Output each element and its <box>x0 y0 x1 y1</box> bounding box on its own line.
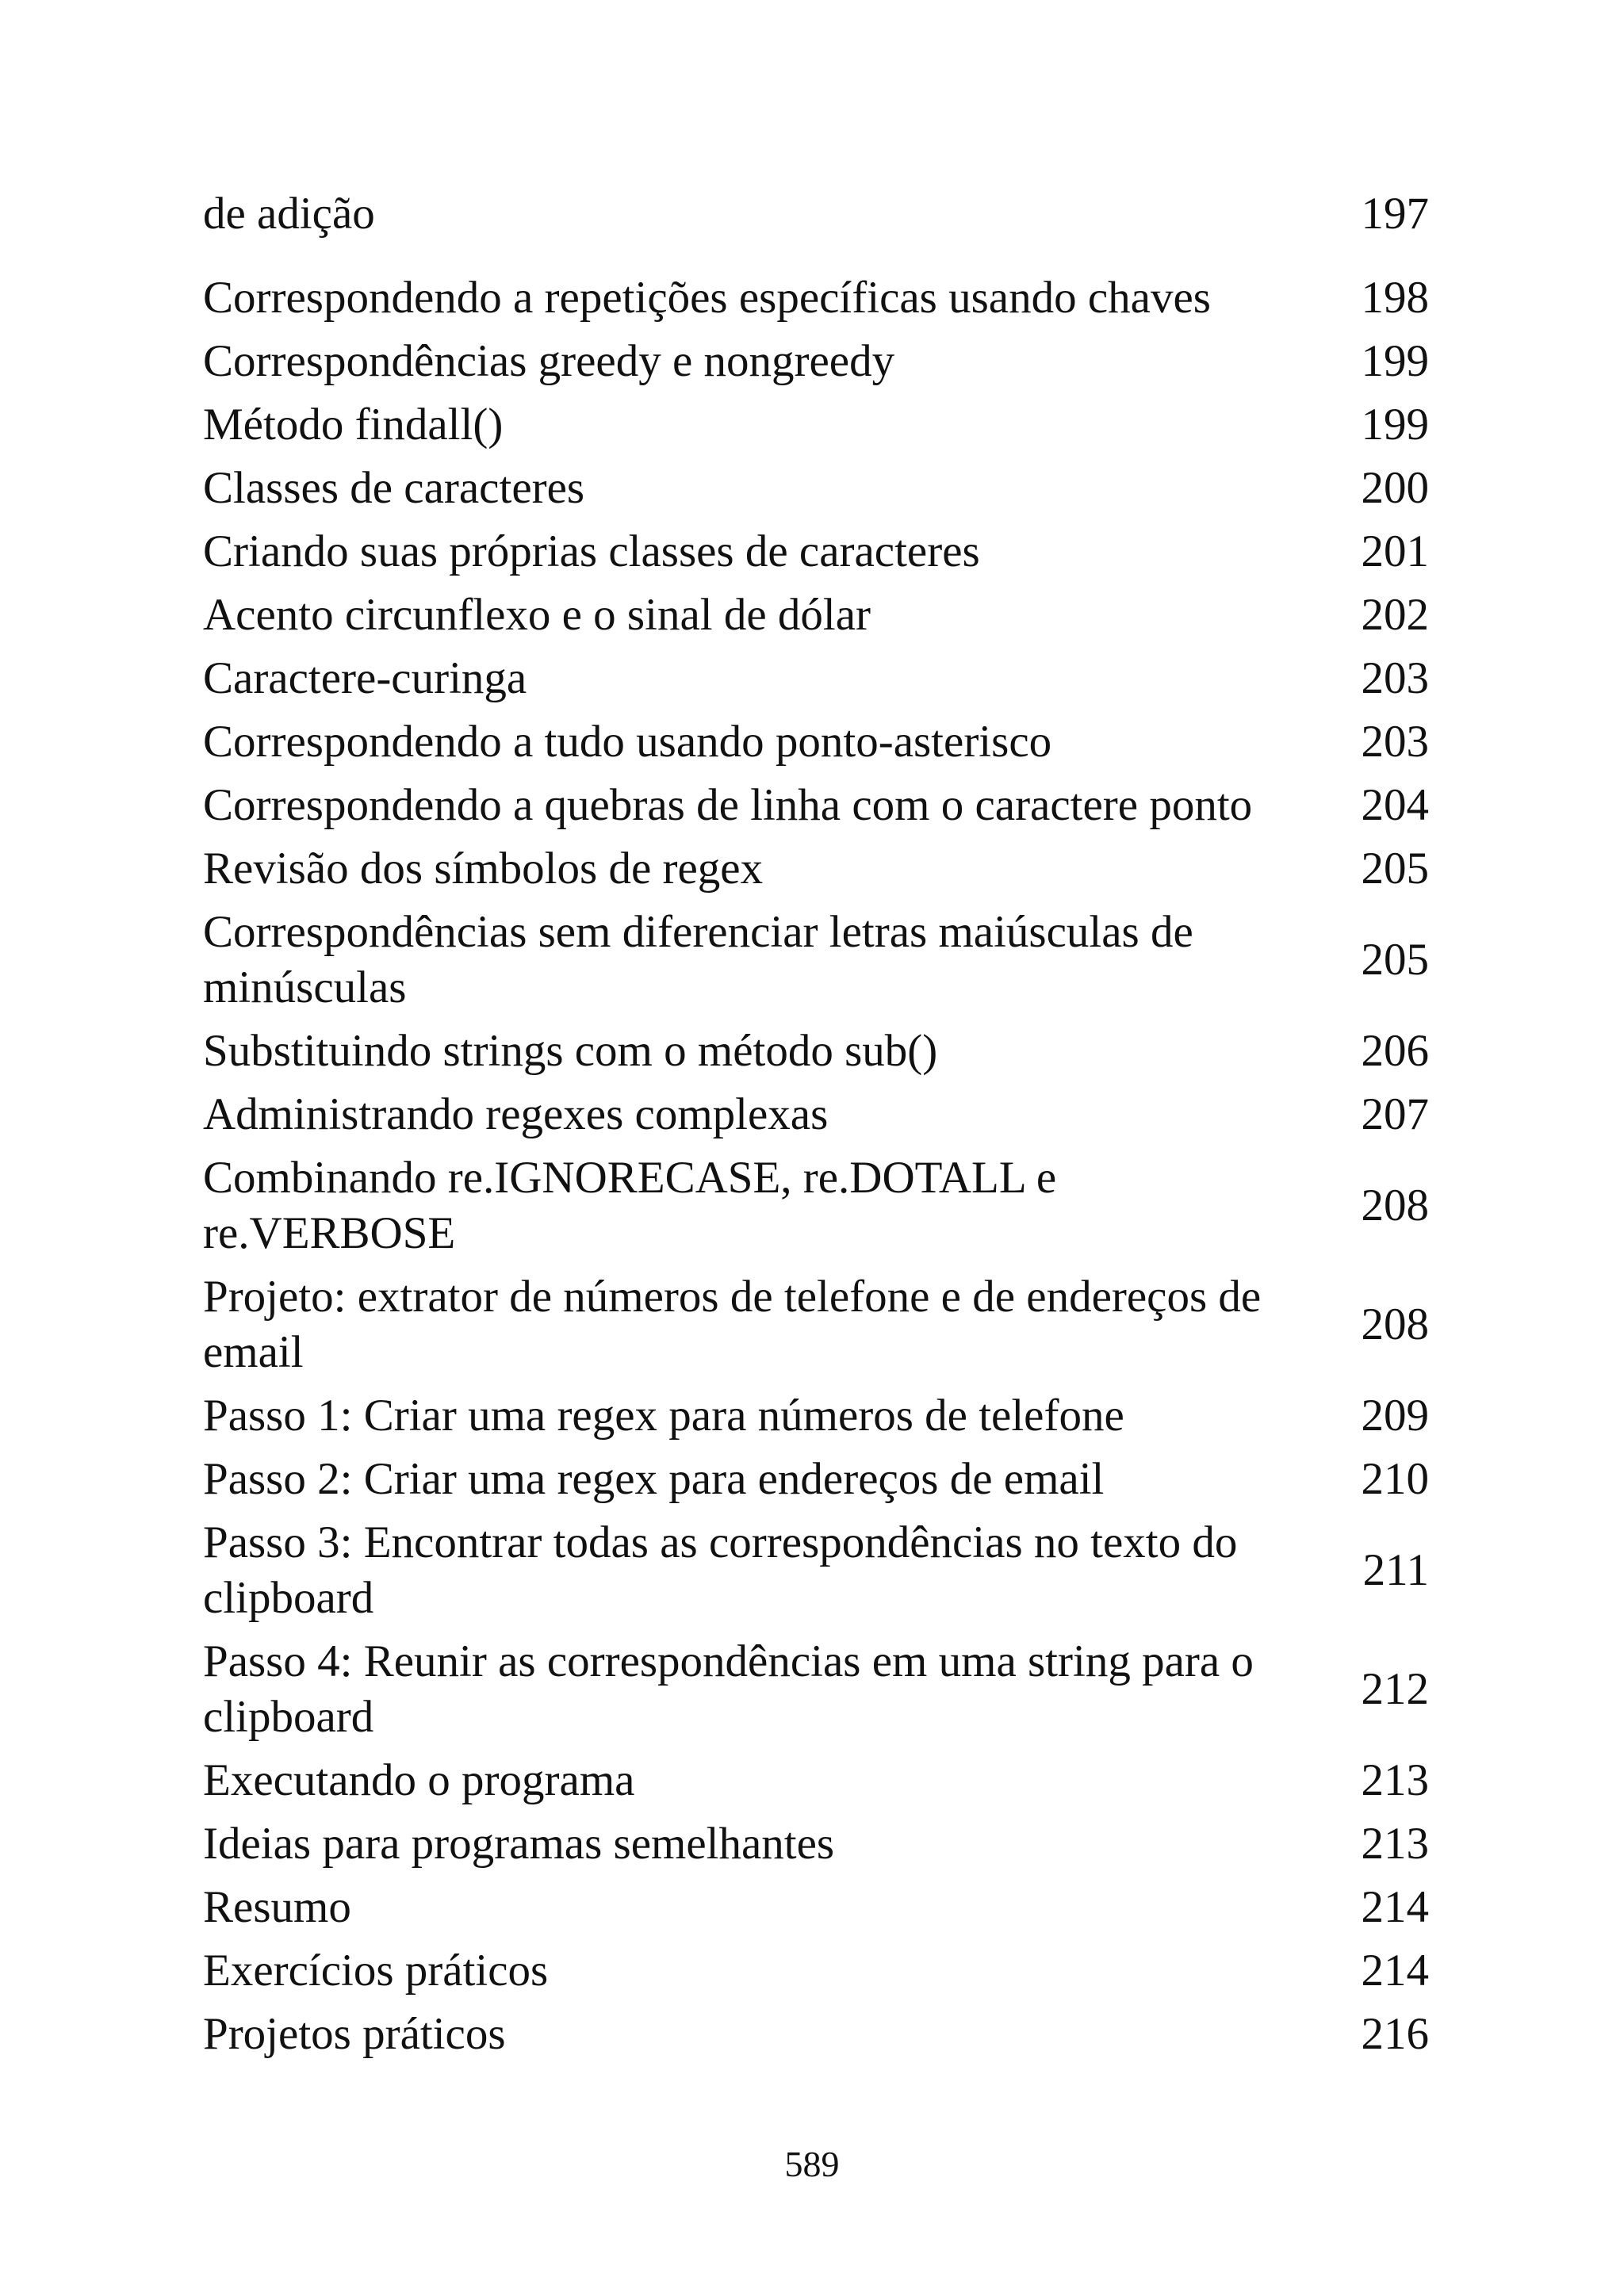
toc-entry-title: Passo 4: Reunir as correspondências em uma string para o clipboard <box>203 1636 1254 1742</box>
toc-entry-page: 206 <box>1361 1026 1429 1076</box>
toc-entry-title: Exercícios práticos <box>203 1946 549 1996</box>
toc-entry-page: 197 <box>1361 189 1429 239</box>
toc-entry <box>203 1939 1429 2003</box>
toc-entry-title: Executando o programa <box>203 1755 635 1805</box>
toc-entry <box>203 393 1429 457</box>
toc-entry-page: 212 <box>1361 1664 1429 1714</box>
toc-entry-title: Ideias para programas semelhantes <box>203 1819 835 1869</box>
toc-entry-title: Correspondendo a quebras de linha com o caractere ponto <box>203 780 1253 830</box>
toc-entry-page: 203 <box>1361 653 1429 703</box>
toc-entry-page: 198 <box>1361 273 1429 323</box>
toc-entry-title: Revisão dos símbolos de regex <box>203 844 764 894</box>
toc-entry-title: Correspondendo a tudo usando ponto-asterisco <box>203 717 1052 767</box>
toc-entry <box>203 457 1429 520</box>
toc-entry-page: 199 <box>1361 400 1429 450</box>
toc-entry-page: 199 <box>1361 336 1429 386</box>
toc-entry-page: 213 <box>1361 1755 1429 1805</box>
toc-entry-title: de adição <box>203 189 375 239</box>
toc-entry-page: 211 <box>1362 1545 1429 1595</box>
toc-entry-title: Projetos práticos <box>203 2009 506 2059</box>
toc-entry-title: Acento circunflexo e o sinal de dólar <box>203 590 871 640</box>
toc-entry <box>203 1749 1429 1812</box>
toc-entry <box>203 266 1429 330</box>
toc-entry <box>203 1630 1429 1749</box>
toc-entry-page: 202 <box>1361 590 1429 640</box>
toc-entry <box>203 1146 1429 1265</box>
toc-entry-title: Classes de caracteres <box>203 463 585 513</box>
toc-entry <box>203 182 1429 246</box>
toc-entry-page: 200 <box>1361 463 1429 513</box>
toc-entry <box>203 2003 1429 2066</box>
toc-entry <box>203 837 1429 901</box>
toc-entry-page: 214 <box>1361 1946 1429 1996</box>
toc-entry-page: 207 <box>1361 1089 1429 1139</box>
toc-entry-page: 208 <box>1361 1181 1429 1230</box>
toc-entry-page: 205 <box>1361 935 1429 985</box>
toc-entry-page: 209 <box>1361 1391 1429 1441</box>
toc-entry-page: 214 <box>1361 1882 1429 1932</box>
toc-entry <box>203 330 1429 393</box>
toc-entry-title: Substituindo strings com o método sub() <box>203 1026 938 1076</box>
toc-entry-title: Criando suas próprias classes de caracteres <box>203 526 980 576</box>
toc-entry <box>203 1083 1429 1146</box>
toc-entry-title: Correspondências greedy e nongreedy <box>203 336 895 386</box>
toc-entry <box>203 1812 1429 1876</box>
toc-entry-title: Correspondendo a repetições específicas usando chaves <box>203 273 1211 323</box>
toc-entry-title: Administrando regexes complexas <box>203 1089 829 1139</box>
toc-entry-title: Passo 2: Criar uma regex para endereços de email <box>203 1454 1105 1504</box>
toc-entry-page: 204 <box>1361 780 1429 830</box>
toc-entry <box>203 584 1429 647</box>
toc-entry-title: Combinando re.IGNORECASE, re.DOTALL e re.VERBOSE <box>203 1153 1057 1258</box>
toc-entry-title: Correspondências sem diferenciar letras maiúsculas de minúsculas <box>203 907 1193 1012</box>
toc-entry-page: 210 <box>1361 1454 1429 1504</box>
toc-entry-page: 203 <box>1361 717 1429 767</box>
toc-entry <box>203 901 1429 1020</box>
toc-entry <box>203 1384 1429 1448</box>
page-number: 589 <box>784 2144 840 2184</box>
toc-entry-title: Caractere-curinga <box>203 653 527 703</box>
toc-entry-page: 213 <box>1361 1819 1429 1869</box>
toc-entry <box>203 647 1429 710</box>
toc-entry-title: Projeto: extrator de números de telefone e de endereços de email <box>203 1272 1262 1377</box>
toc-entry <box>203 774 1429 837</box>
toc-entry <box>203 1448 1429 1511</box>
toc-entry-title: Método findall() <box>203 400 504 450</box>
toc-entry-title: Passo 3: Encontrar todas as correspondências no texto do clipboard <box>203 1517 1238 1623</box>
toc-entry-page: 201 <box>1361 526 1429 576</box>
table-of-contents <box>203 182 1429 2066</box>
toc-entry <box>203 1511 1429 1630</box>
toc-entry-page: 205 <box>1361 844 1429 894</box>
toc-entry <box>203 1020 1429 1083</box>
toc-entry <box>203 1876 1429 1939</box>
toc-entry-page: 216 <box>1361 2009 1429 2059</box>
toc-entry-title: Resumo <box>203 1882 351 1932</box>
toc-entry <box>203 710 1429 774</box>
toc-entry-title: Passo 1: Criar uma regex para números de telefone <box>203 1391 1124 1441</box>
toc-entry <box>203 520 1429 584</box>
toc-entry-page: 208 <box>1361 1299 1429 1349</box>
toc-entry <box>203 1265 1429 1384</box>
